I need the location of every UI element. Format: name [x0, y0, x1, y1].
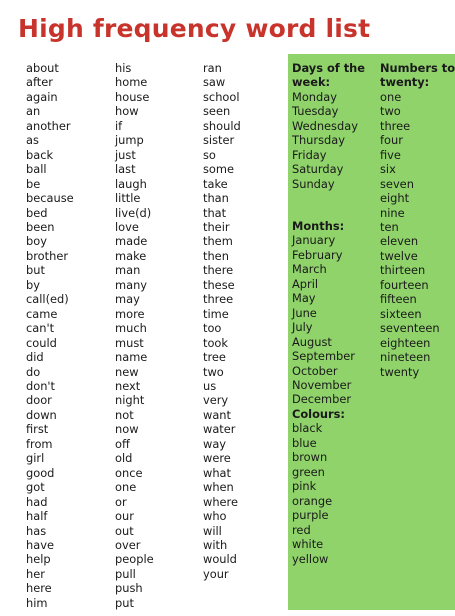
word-item: just	[115, 147, 136, 162]
word-item: were	[203, 451, 231, 466]
word-item: bed	[26, 205, 48, 220]
word-item: could	[26, 335, 57, 350]
word-item: who	[203, 509, 227, 524]
word-item: twenty	[380, 364, 420, 379]
word-item: little	[115, 191, 141, 206]
word-item: fifteen	[380, 292, 417, 307]
word-item: now	[115, 422, 139, 437]
word-column-3	[203, 61, 241, 581]
word-item: May	[292, 291, 316, 306]
word-item: two	[203, 364, 224, 379]
word-item: that	[203, 205, 227, 220]
word-item: love	[115, 219, 139, 234]
word-item: boy	[26, 234, 47, 249]
word-item: ran	[203, 61, 222, 75]
word-item: some	[203, 162, 235, 177]
word-item: do	[26, 364, 41, 379]
word-item: April	[292, 276, 319, 291]
word-item: August	[292, 334, 332, 349]
word-item: his	[115, 61, 132, 75]
word-item: half	[26, 509, 48, 524]
word-item: six	[380, 162, 396, 177]
word-item: December	[292, 392, 352, 407]
word-item: orange	[292, 493, 333, 508]
word-item: tree	[203, 350, 226, 365]
word-item: came	[26, 306, 58, 321]
word-item: put	[115, 595, 134, 610]
word-item: much	[115, 321, 147, 336]
word-item: want	[203, 407, 231, 422]
numbers-heading-line1: Numbers to	[380, 61, 455, 75]
word-item: yellow	[292, 551, 329, 566]
word-item: an	[26, 104, 41, 119]
word-item: down	[26, 407, 57, 422]
word-item: been	[26, 219, 55, 234]
word-item: way	[203, 436, 227, 451]
word-item: January	[292, 233, 336, 248]
word-item: March	[292, 262, 327, 277]
word-item: may	[115, 292, 140, 307]
word-item: should	[203, 118, 241, 133]
word-item: can't	[26, 321, 55, 336]
word-item: but	[26, 263, 45, 278]
word-item: help	[26, 552, 51, 567]
numbers-section	[380, 61, 455, 379]
word-item: laugh	[115, 176, 147, 191]
word-item: these	[203, 277, 235, 292]
word-item: then	[203, 248, 229, 263]
word-item: four	[380, 133, 403, 148]
word-item: girl	[26, 451, 45, 466]
word-item: time	[203, 306, 229, 321]
word-item: one	[115, 480, 137, 495]
word-item: saw	[203, 75, 226, 90]
word-item: live(d)	[115, 205, 152, 220]
word-item: two	[380, 104, 401, 119]
word-item: Sunday	[292, 176, 335, 191]
word-column-2	[115, 61, 154, 610]
word-item: man	[115, 263, 141, 278]
colours-heading: Colours:	[292, 407, 345, 421]
word-item: water	[203, 422, 236, 437]
word-item: black	[292, 421, 323, 436]
word-item: twelve	[380, 248, 418, 263]
word-item: than	[203, 191, 229, 206]
word-item: made	[115, 234, 148, 249]
word-item: because	[26, 191, 74, 206]
word-item: three	[203, 292, 234, 307]
word-item: your	[203, 566, 229, 581]
word-item: one	[380, 89, 402, 104]
word-item: Saturday	[292, 162, 344, 177]
word-item: name	[115, 350, 148, 365]
word-item: took	[203, 335, 229, 350]
word-item: fourteen	[380, 277, 429, 292]
word-item: or	[115, 494, 127, 509]
colours-section	[292, 407, 345, 566]
word-item: three	[380, 118, 411, 133]
word-item: white	[292, 537, 324, 552]
word-item: did	[26, 350, 44, 365]
word-item: too	[203, 321, 222, 336]
word-item: June	[292, 305, 317, 320]
word-item: out	[115, 523, 134, 538]
word-item: thirteen	[380, 263, 426, 278]
word-item: many	[115, 277, 148, 292]
word-item: purple	[292, 508, 329, 523]
word-item: eight	[380, 191, 410, 206]
word-item: as	[26, 133, 39, 148]
word-item: has	[26, 523, 47, 538]
word-item: take	[203, 176, 228, 191]
word-item: house	[115, 89, 150, 104]
word-item: more	[115, 306, 145, 321]
word-item: jump	[115, 133, 144, 148]
word-item: school	[203, 89, 240, 104]
word-item: them	[203, 234, 233, 249]
word-item: how	[115, 104, 139, 119]
word-item: pull	[115, 566, 136, 581]
word-item: door	[26, 393, 52, 408]
word-item: July	[292, 320, 313, 335]
word-item: sister	[203, 133, 235, 148]
word-item: seven	[380, 176, 414, 191]
word-item: when	[203, 480, 234, 495]
months-heading: Months:	[292, 219, 345, 233]
word-item: pink	[292, 479, 317, 494]
word-item: February	[292, 247, 343, 262]
word-item: got	[26, 480, 45, 495]
word-item: again	[26, 89, 58, 104]
word-item: after	[26, 75, 53, 90]
days-heading-line1: Days of the	[292, 61, 365, 75]
word-item: sixteen	[380, 306, 422, 321]
word-item: October	[292, 363, 338, 378]
word-item: Thursday	[292, 133, 345, 148]
word-item: so	[203, 147, 216, 162]
word-item: last	[115, 162, 136, 177]
numbers-heading-line2: twenty:	[380, 75, 430, 90]
word-item: red	[292, 522, 311, 537]
word-item: once	[115, 465, 143, 480]
word-item: eleven	[380, 234, 419, 249]
word-item: November	[292, 377, 352, 392]
word-item: our	[115, 509, 134, 524]
months-section	[292, 219, 355, 407]
word-item: us	[203, 378, 217, 393]
word-item: Wednesday	[292, 118, 358, 133]
word-item: nineteen	[380, 350, 431, 365]
word-item: if	[115, 118, 123, 133]
word-item: brother	[26, 248, 69, 263]
word-item: push	[115, 581, 143, 596]
word-item: their	[203, 219, 230, 234]
word-item: very	[203, 393, 229, 408]
word-item: Tuesday	[292, 104, 339, 119]
word-item: with	[203, 537, 228, 552]
word-item: people	[115, 552, 154, 567]
word-item: new	[115, 364, 139, 379]
word-item: Monday	[292, 89, 337, 104]
word-item: will	[203, 523, 222, 538]
word-item: green	[292, 464, 325, 479]
word-item: not	[115, 407, 134, 422]
page-title: High frequency word list	[18, 14, 371, 43]
word-item: night	[115, 393, 145, 408]
word-item: five	[380, 147, 401, 162]
word-item: off	[115, 436, 130, 451]
word-item: her	[26, 566, 45, 581]
word-item: ball	[26, 162, 47, 177]
days-list	[292, 90, 365, 191]
word-item: by	[26, 277, 40, 292]
word-item: about	[26, 61, 59, 75]
word-item: first	[26, 422, 49, 437]
numbers-list	[380, 90, 455, 379]
word-item: over	[115, 537, 141, 552]
word-item: would	[203, 552, 237, 567]
word-item: blue	[292, 435, 317, 450]
months-list	[292, 233, 355, 406]
word-item: here	[26, 581, 52, 596]
word-item: from	[26, 436, 53, 451]
colours-list	[292, 421, 345, 566]
word-item: there	[203, 263, 234, 278]
word-item: be	[26, 176, 41, 191]
word-item: make	[115, 248, 147, 263]
days-section	[292, 61, 365, 191]
word-item: old	[115, 451, 133, 466]
word-column-1	[26, 61, 74, 610]
word-item: seen	[203, 104, 231, 119]
word-item: good	[26, 465, 55, 480]
word-item: what	[203, 465, 231, 480]
days-heading-line2: week:	[292, 75, 331, 90]
word-item: September	[292, 349, 355, 364]
word-item: seventeen	[380, 321, 440, 336]
word-item: Friday	[292, 147, 327, 162]
word-item: next	[115, 378, 141, 393]
word-item: have	[26, 537, 54, 552]
word-item: ten	[380, 219, 399, 234]
word-item: must	[115, 335, 144, 350]
word-item: had	[26, 494, 48, 509]
word-item: back	[26, 147, 54, 162]
word-item: where	[203, 494, 238, 509]
word-item: eighteen	[380, 335, 431, 350]
word-item: nine	[380, 205, 405, 220]
word-item: home	[115, 75, 148, 90]
word-item: brown	[292, 450, 328, 465]
word-item: call(ed)	[26, 292, 69, 307]
word-item: don't	[26, 378, 56, 393]
word-item: him	[26, 595, 48, 610]
word-item: another	[26, 118, 71, 133]
